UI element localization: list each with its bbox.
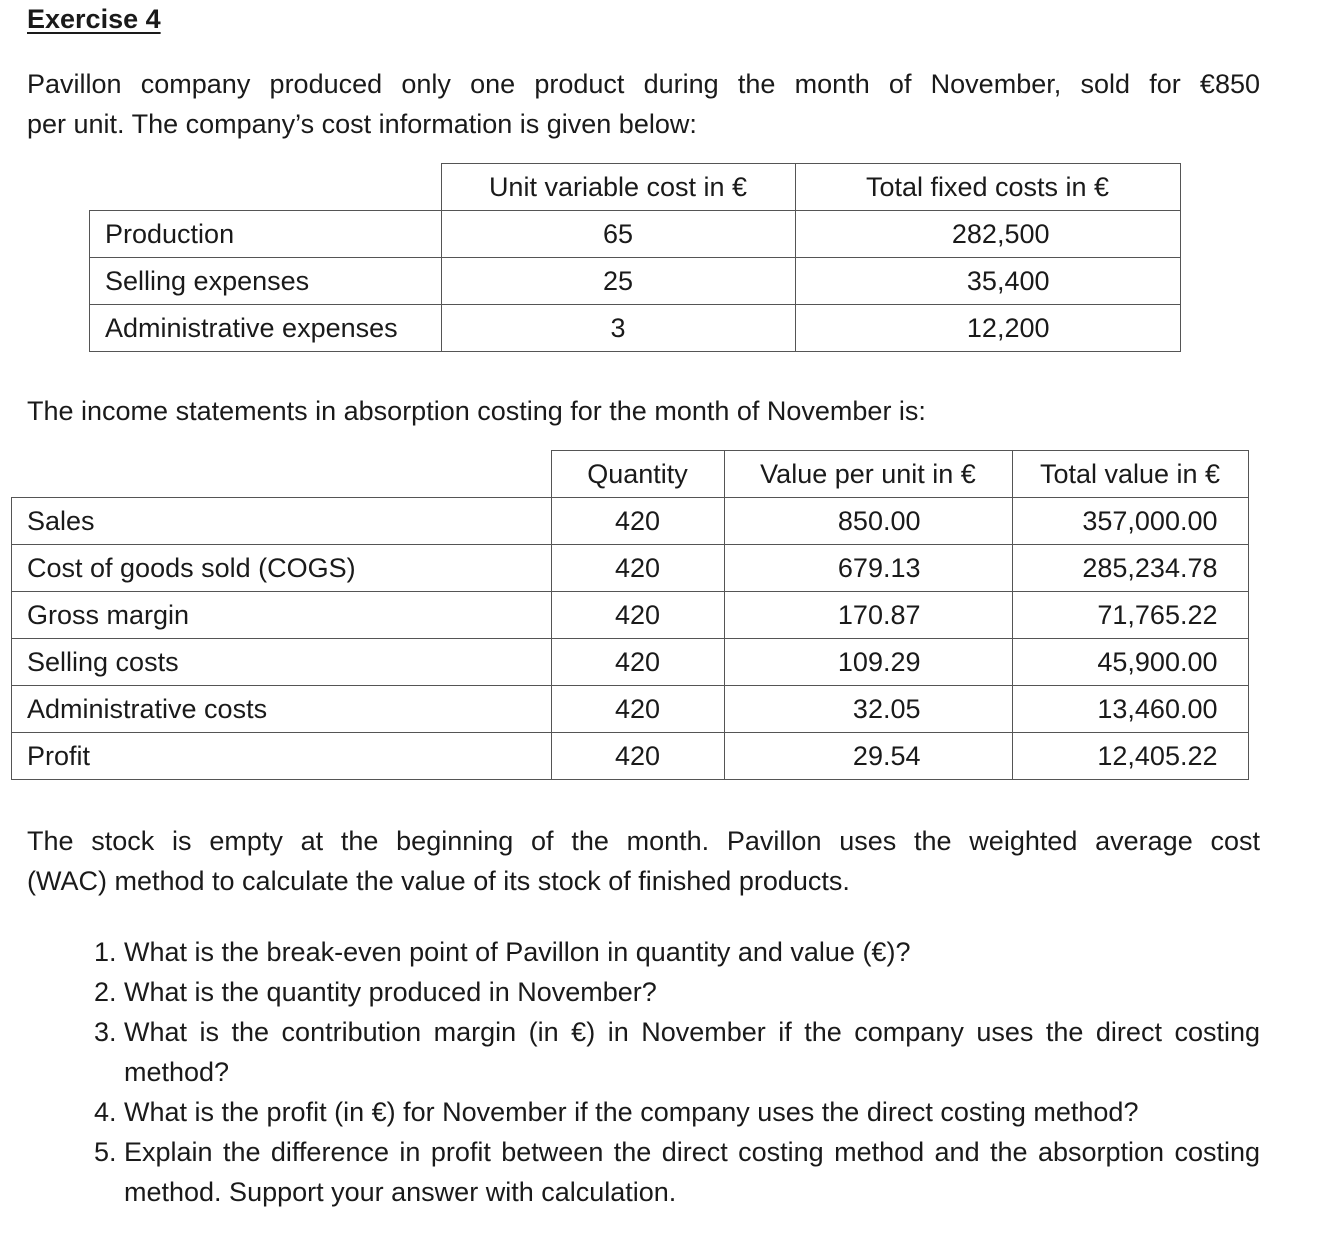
income-table-row xyxy=(12,498,1249,545)
income-row-label: Gross margin xyxy=(12,592,552,639)
income-row-quantity: 420 xyxy=(551,733,724,780)
question-item: 1. What is the break-even point of Pavillon in quantity and value (€)? xyxy=(124,932,1260,972)
cost-table-row xyxy=(90,305,1181,352)
question-item: 3. What is the contribution margin (in €) in November if the company uses the direct costing method? xyxy=(124,1012,1260,1092)
question-item: 5. Explain the difference in profit between the direct costing method and the absorption costing method. Support your answer with calculation. xyxy=(124,1132,1260,1212)
income-row-per-unit: 29.54 xyxy=(724,733,1012,780)
income-row-per-unit: 32.05 xyxy=(724,686,1012,733)
cost-table-corner xyxy=(90,164,442,211)
income-table-row xyxy=(12,545,1249,592)
income-row-quantity: 420 xyxy=(551,498,724,545)
income-row-label: Sales xyxy=(12,498,552,545)
income-row-per-unit: 170.87 xyxy=(724,592,1012,639)
cost-table-header-row xyxy=(90,164,1181,211)
income-row-quantity: 420 xyxy=(551,545,724,592)
exercise-title: Exercise 4 xyxy=(27,4,161,34)
intro-line-1: Pavillon company produced only one product during the month of November, sold for €850 xyxy=(27,69,1260,99)
cost-table-row xyxy=(90,258,1181,305)
intro-line-2: per unit. The company’s cost information is given below: xyxy=(27,109,697,139)
income-row-total: 357,000.00 xyxy=(1012,498,1248,545)
cost-row-fixed: 282,500 xyxy=(795,211,1180,258)
income-table-row xyxy=(12,686,1249,733)
income-header-quantity: Quantity xyxy=(551,451,724,498)
income-row-quantity: 420 xyxy=(551,639,724,686)
cost-row-fixed: 12,200 xyxy=(795,305,1180,352)
cost-row-unit-variable: 25 xyxy=(441,258,795,305)
income-row-label: Administrative costs xyxy=(12,686,552,733)
income-table-row xyxy=(12,592,1249,639)
income-row-label: Profit xyxy=(12,733,552,780)
income-row-quantity: 420 xyxy=(551,592,724,639)
cost-header-unit-variable: Unit variable cost in € xyxy=(441,164,795,211)
income-table-header-row xyxy=(12,451,1249,498)
income-header-total: Total value in € xyxy=(1012,451,1248,498)
income-row-per-unit: 679.13 xyxy=(724,545,1012,592)
cost-row-label: Production xyxy=(90,211,442,258)
income-intro: The income statements in absorption costing for the month of November is: xyxy=(27,396,926,426)
cost-row-label: Selling expenses xyxy=(90,258,442,305)
income-table-row xyxy=(12,639,1249,686)
intro-paragraph xyxy=(27,64,1260,144)
income-table-corner xyxy=(12,451,552,498)
income-row-total: 71,765.22 xyxy=(1012,592,1248,639)
cost-table-row xyxy=(90,211,1181,258)
cost-table xyxy=(89,163,1181,352)
cost-row-fixed: 35,400 xyxy=(795,258,1180,305)
cost-row-unit-variable: 3 xyxy=(441,305,795,352)
income-row-per-unit: 109.29 xyxy=(724,639,1012,686)
cost-header-fixed: Total fixed costs in € xyxy=(795,164,1180,211)
income-row-total: 285,234.78 xyxy=(1012,545,1248,592)
income-row-total: 12,405.22 xyxy=(1012,733,1248,780)
question-item: 4. What is the profit (in €) for November if the company uses the direct costing method? xyxy=(124,1092,1260,1132)
income-row-per-unit: 850.00 xyxy=(724,498,1012,545)
income-table-row xyxy=(12,733,1249,780)
cost-row-label: Administrative expenses xyxy=(90,305,442,352)
income-row-quantity: 420 xyxy=(551,686,724,733)
income-row-total: 45,900.00 xyxy=(1012,639,1248,686)
income-row-label: Selling costs xyxy=(12,639,552,686)
stock-note-line-1: The stock is empty at the beginning of the month. Pavillon uses the weighted average cost xyxy=(27,826,1260,856)
stock-note-line-2: (WAC) method to calculate the value of its stock of finished products. xyxy=(27,866,850,896)
income-row-label: Cost of goods sold (COGS) xyxy=(12,545,552,592)
question-list xyxy=(27,932,1260,1212)
question-item: 2. What is the quantity produced in November? xyxy=(124,972,1260,1012)
income-header-per-unit: Value per unit in € xyxy=(724,451,1012,498)
cost-row-unit-variable: 65 xyxy=(441,211,795,258)
income-row-total: 13,460.00 xyxy=(1012,686,1248,733)
stock-note xyxy=(27,821,1260,901)
income-statement-table xyxy=(11,450,1249,780)
